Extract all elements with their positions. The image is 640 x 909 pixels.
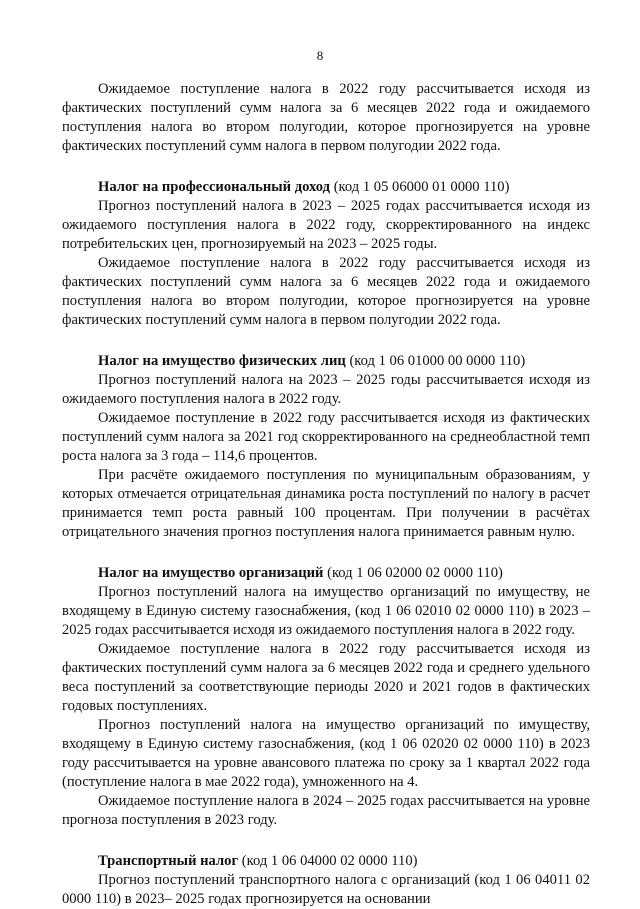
paragraph: Прогноз поступлений налога на 2023 – 2025 годы рассчитывается исходя из ожидаемого поступления налога в 2022 году. bbox=[62, 372, 590, 407]
section-heading-organization-property-tax bbox=[62, 564, 590, 583]
paragraph: Ожидаемое поступление в 2022 году рассчитывается исходя из фактических поступлений сумм налога за 2021 год скорректированного на среднеобластной темп роста налога за 3 года – 114,6 процентов. bbox=[62, 410, 590, 464]
paragraph-intro: Ожидаемое поступление налога в 2022 году рассчитывается исходя из фактических поступлений сумм налога за 6 месяцев 2022 года и ожидаемого поступления налога во втором полугодии, которое прогнозируется на уровне фактических поступлений сумм налога в первом полугодии 2022 года. bbox=[62, 81, 590, 154]
section-title: Налог на профессиональный доход bbox=[98, 179, 331, 195]
section-title: Налог на имущество организаций bbox=[98, 565, 324, 581]
paragraph: Ожидаемое поступление налога в 2024 – 2025 годах рассчитывается на уровне прогноза поступления в 2023 году. bbox=[62, 793, 590, 828]
page-number: 8 bbox=[316, 48, 324, 63]
section-heading-transport-tax bbox=[62, 852, 590, 871]
paragraph: Прогноз поступлений транспортного налога с организаций (код 1 06 04011 02 0000 110) в 2023– 2025 годах прогнозируется на основании bbox=[62, 872, 590, 907]
paragraph: При расчёте ожидаемого поступления по муниципальным образованиям, у которых отмечается отрицательная динамика роста поступлений по налогу в расчет принимается темп роста равный 100 процентам. При получении в расчётах отрицательного значения прогноз поступления налога принимается равным нулю. bbox=[62, 467, 590, 540]
paragraph: Ожидаемое поступление налога в 2022 году рассчитывается исходя из фактических поступлений сумм налога за 6 месяцев 2022 года и среднего удельного веса поступлений за соответствующие периоды 2020 и 2021 годов в фактических годовых поступлениях. bbox=[62, 641, 590, 714]
paragraph: Прогноз поступлений налога в 2023 – 2025 годах рассчитывается исходя из ожидаемого поступления налога в 2022 году, скорректированного на индекс потребительских цен, прогнозируемый на 2023 – 2025 годы. bbox=[62, 198, 590, 252]
paragraph: Ожидаемое поступление налога в 2022 году рассчитывается исходя из фактических поступлений сумм налога за 6 месяцев 2022 года и ожидаемого поступления налога во втором полугодии, которое прогнозируется на уровне фактических поступлений сумм налога в первом полугодии 2022 года. bbox=[62, 255, 590, 328]
section-title: Транспортный налог bbox=[98, 853, 239, 869]
section-heading-personal-property-tax bbox=[62, 352, 590, 371]
section-code: (код 1 05 06000 01 0000 110) bbox=[330, 179, 510, 195]
section-code: (код 1 06 04000 02 0000 110) bbox=[238, 853, 418, 869]
section-title: Налог на имущество физических лиц bbox=[98, 353, 346, 369]
section-heading-professional-income-tax bbox=[62, 178, 590, 197]
paragraph: Прогноз поступлений налога на имущество организаций по имуществу, не входящему в Единую систему газоснабжения, (код 1 06 02010 02 0000 110) в 2023 – 2025 годах рассчитывается исходя из ожидаемого поступления налога в 2022 году. bbox=[62, 584, 590, 638]
paragraph: Прогноз поступлений налога на имущество организаций по имуществу, входящему в Единую систему газоснабжения, (код 1 06 02020 02 0000 110) в 2023 году рассчитывается на уровне авансового платежа по сроку за 1 квартал 2022 года (поступление налога в мае 2022 года), умноженного на 4. bbox=[62, 717, 590, 790]
document-body bbox=[62, 80, 590, 909]
section-code: (код 1 06 01000 00 0000 110) bbox=[345, 353, 526, 369]
section-code: (код 1 06 02000 02 0000 110) bbox=[323, 565, 503, 581]
